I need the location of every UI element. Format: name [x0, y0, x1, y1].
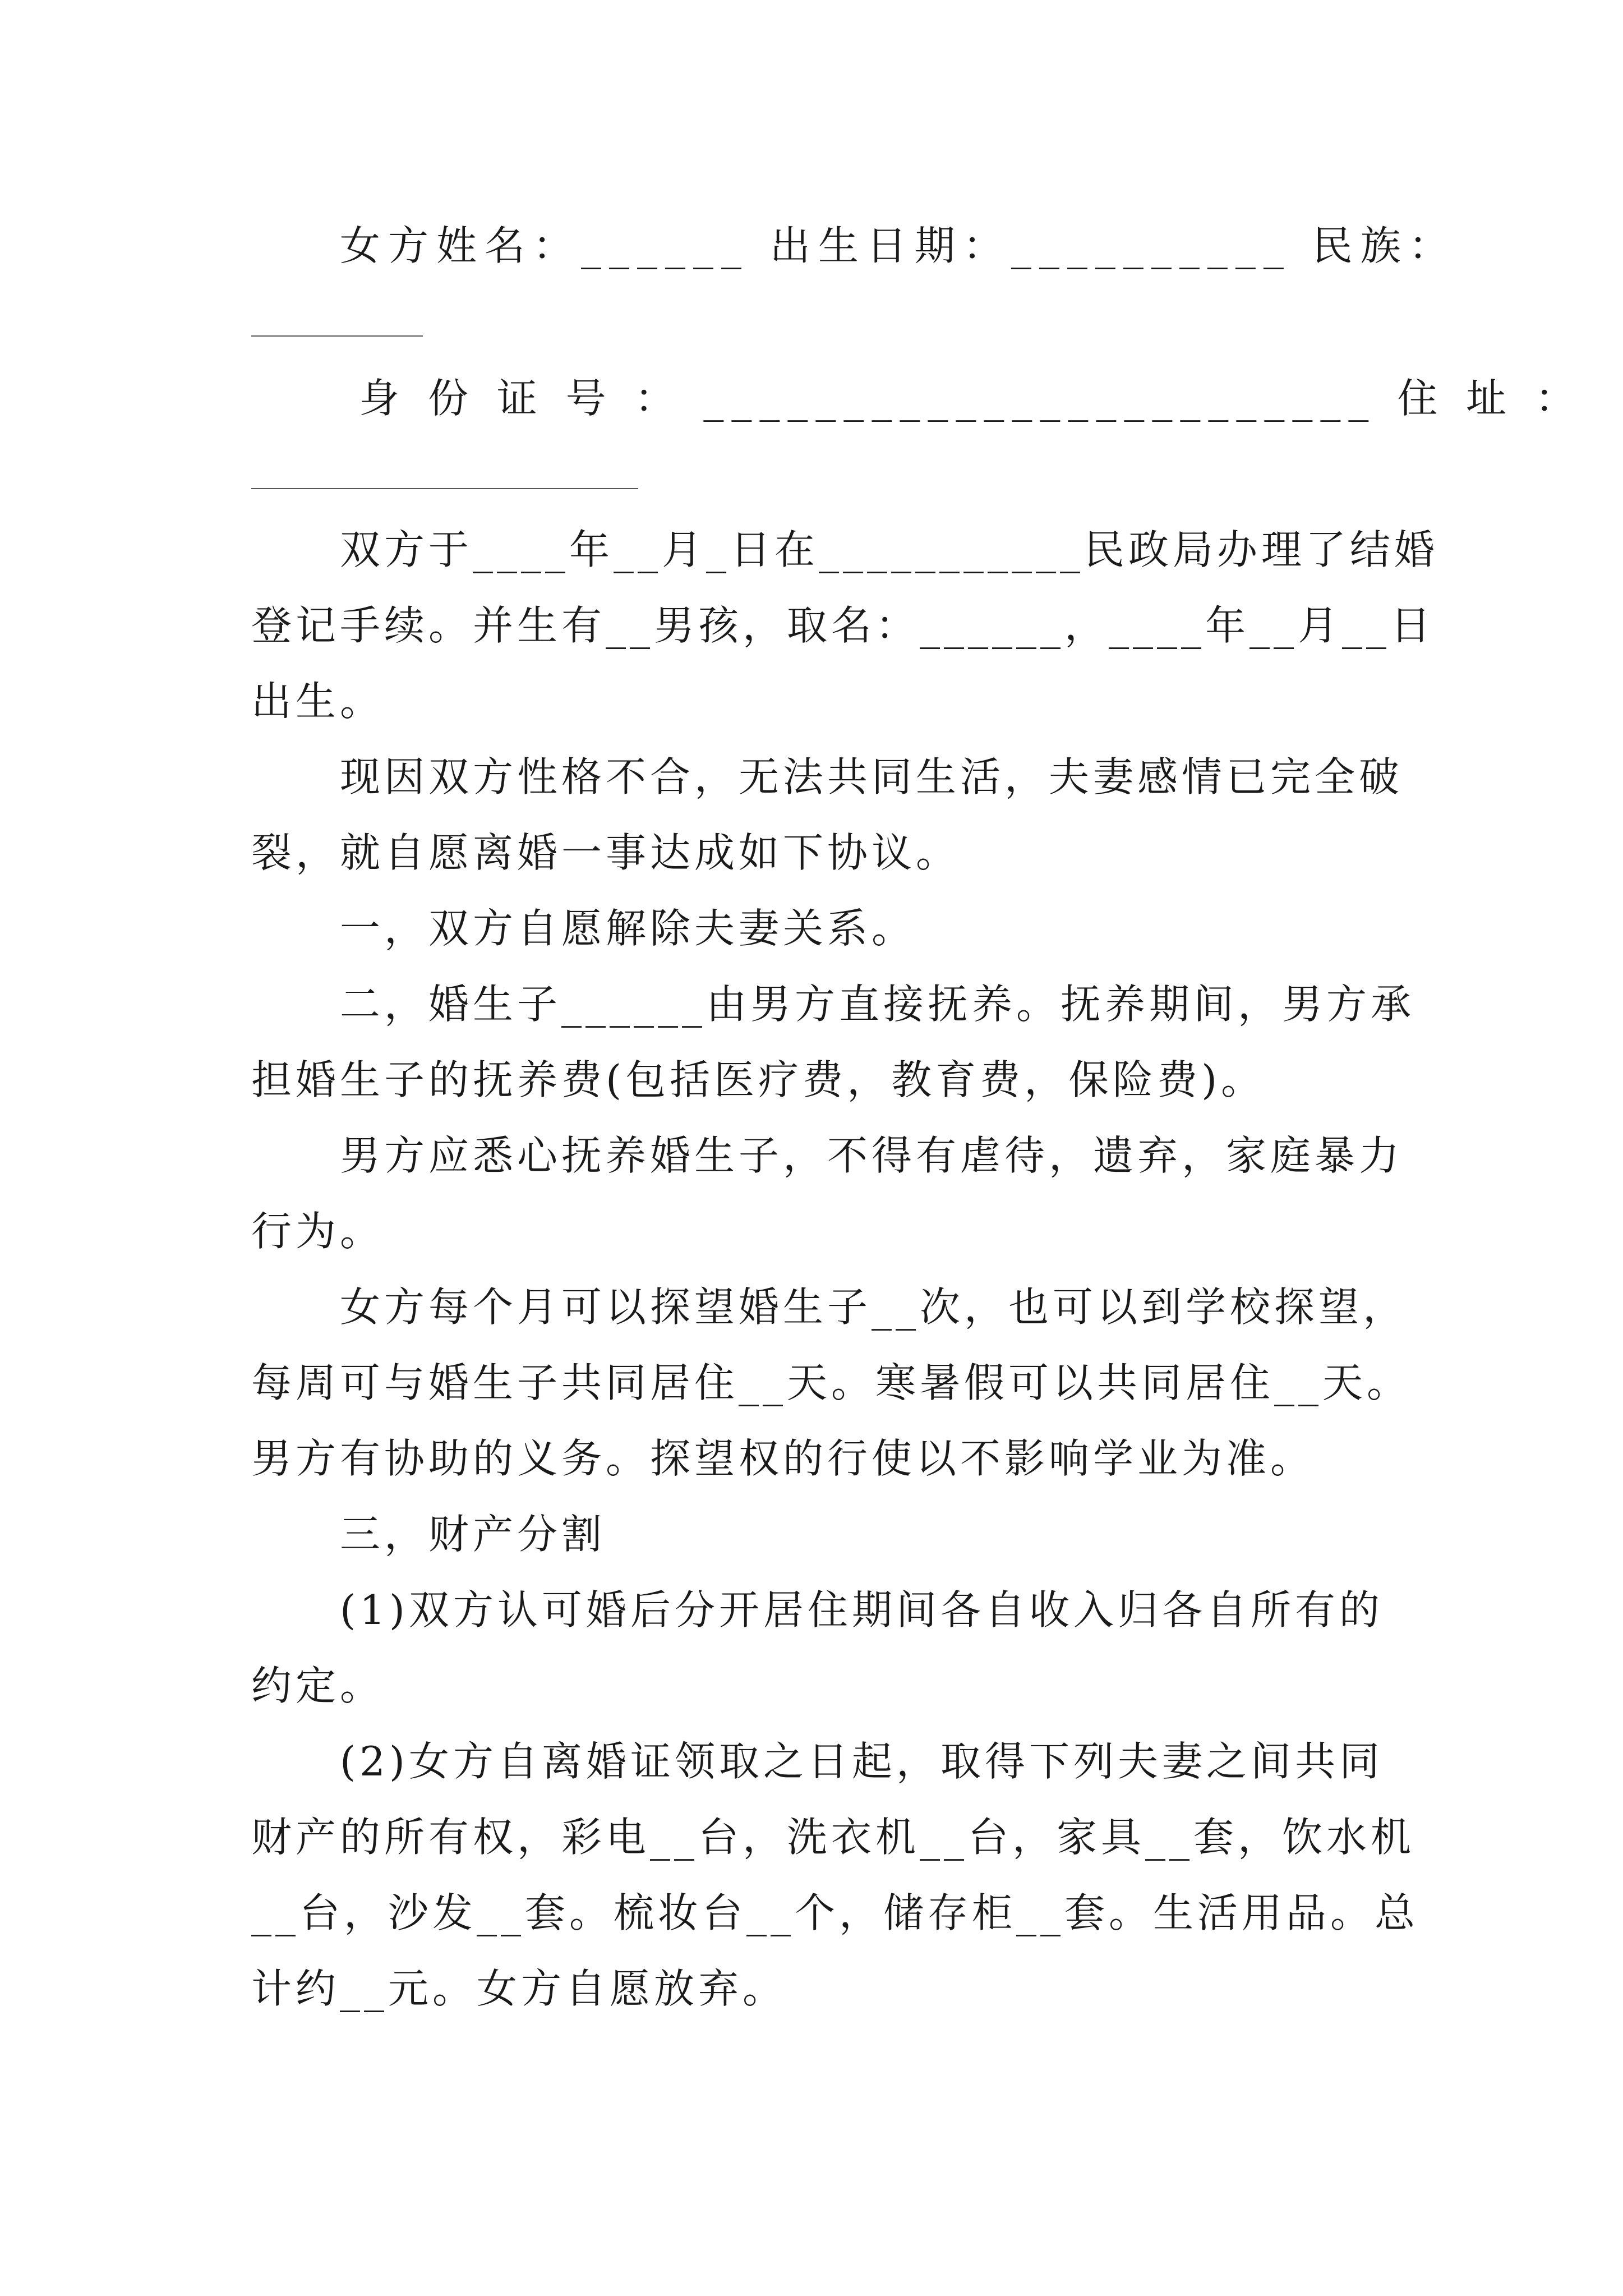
text-line: 女方姓名：______ 出生日期：__________ 民族： — [340, 222, 1457, 269]
text-line: 担婚生子的抚养费(包括医疗费，教育费，保险费)。 — [251, 1056, 1266, 1103]
text-line: 登记手续。并生有__男孩，取名：______，____年__月__日 — [251, 602, 1435, 649]
text-line: 每周可与婚生子共同居住__天。寒暑假可以共同居住__天。 — [251, 1359, 1412, 1406]
text-line: (2)女方自离婚证领取之日起，取得下列夫妻之间共同 — [340, 1738, 1384, 1785]
text-line: 女方每个月可以探望婚生子__次，也可以到学校探望， — [340, 1283, 1408, 1331]
address-blank-underline — [251, 488, 638, 489]
text-line: 行为。 — [251, 1208, 385, 1255]
text-line: 男方有协助的义务。探望权的行使以不影响学业为准。 — [251, 1435, 1315, 1482]
text-line: 约定。 — [251, 1662, 385, 1709]
text-line: 二，婚生子______由男方直接抚养。抚养期间，男方承 — [340, 981, 1415, 1028]
text-line: 男方应悉心抚养婚生子，不得有虐待，遗弃，家庭暴力 — [340, 1132, 1404, 1179]
text-line: 出生。 — [251, 678, 385, 725]
text-line: 裂，就自愿离婚一事达成如下协议。 — [251, 829, 961, 876]
text-line: 一，双方自愿解除夫妻关系。 — [340, 905, 916, 952]
text-line: 财产的所有权，彩电__台，洗衣机__台，家具__套，饮水机 — [251, 1814, 1415, 1861]
text-line: 三，财产分割 — [340, 1511, 606, 1558]
text-line: __台，沙发__套。梳妆台__个，储存柜__套。生活用品。总 — [251, 1889, 1419, 1936]
ethnicity-blank-underline — [251, 335, 423, 337]
text-line: 身 份 证 号 ： ________________________ 住 址 ： — [359, 375, 1584, 422]
text-line: 现因双方性格不合，无法共同生活，夫妻感情已完全破 — [340, 753, 1404, 800]
text-line: 计约__元。女方自愿放弃。 — [251, 1965, 787, 2012]
text-line: 双方于____年__月_日在___________民政局办理了结婚 — [340, 526, 1439, 573]
text-line: (1)双方认可婚后分开居住期间各自收入归各自所有的 — [340, 1586, 1384, 1634]
